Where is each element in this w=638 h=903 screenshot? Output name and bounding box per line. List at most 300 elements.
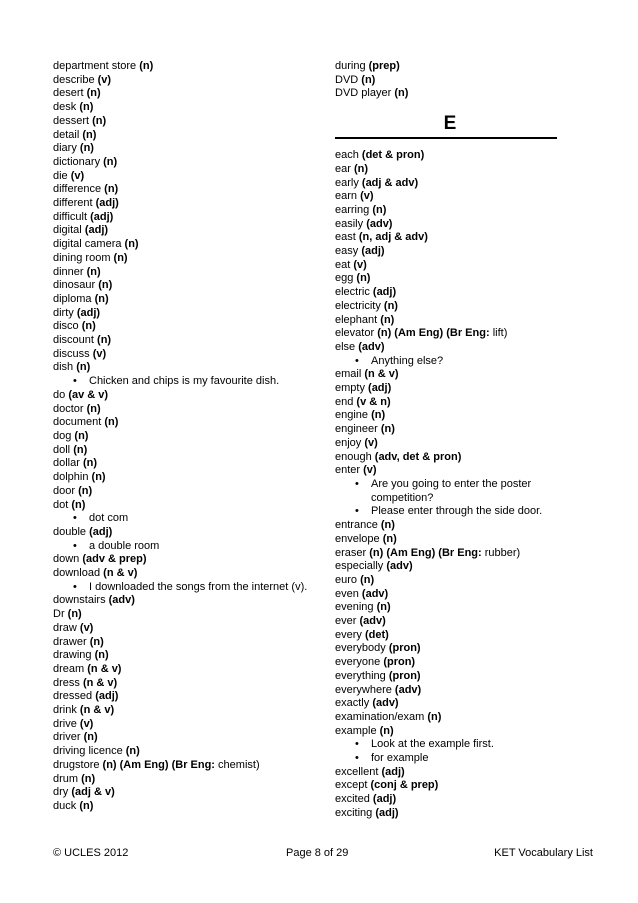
vocab-entry (53, 129, 323, 143)
vocab-entry (335, 190, 557, 204)
entry-word: even (335, 587, 359, 600)
entry-part-of-speech: (n) (78, 484, 93, 497)
entry-word: east (335, 231, 356, 244)
entry-word: eraser (335, 546, 367, 559)
entry-word: discuss (53, 347, 90, 360)
entry-part-of-speech: (n) (71, 498, 86, 511)
entry-word: do (53, 388, 66, 401)
vocab-entry (53, 704, 323, 718)
vocab-entry (53, 403, 323, 417)
entry-word: everywhere (335, 683, 392, 696)
entry-word: DVD player (335, 87, 392, 100)
vocab-entry (53, 718, 323, 732)
entry-word: duck (53, 799, 77, 812)
entry-word: driving licence (53, 745, 123, 758)
vocab-entry (335, 314, 557, 328)
entry-word: downstairs (53, 594, 106, 607)
vocab-entry (53, 444, 323, 458)
entry-word: discount (53, 334, 94, 347)
entry-part-of-speech: (n) (104, 416, 119, 429)
entry-part-of-speech: (v) (360, 190, 374, 203)
entry-part-of-speech: (n) (81, 772, 96, 785)
vocab-entry (335, 300, 557, 314)
entry-word: dressed (53, 690, 93, 703)
entry-part-of-speech: (adv) (358, 340, 385, 353)
entry-part-of-speech: (adj) (89, 525, 113, 538)
entry-word: easily (335, 217, 364, 230)
entry-word: digital (53, 224, 82, 237)
vocab-entry (53, 320, 323, 334)
entry-part-of-speech: (n) (360, 573, 375, 586)
entry-word: everybody (335, 642, 386, 655)
entry-word: engine (335, 409, 369, 422)
vocab-entry (335, 670, 557, 684)
entry-part-of-speech: (adv, det & pron) (374, 450, 462, 463)
footer-copyright: © UCLES 2012 (53, 847, 129, 859)
entry-word: enter (335, 464, 361, 477)
entry-part-of-speech: (n) (94, 292, 109, 305)
entry-word: dirty (53, 306, 74, 319)
entry-part-of-speech: (n) (79, 142, 94, 155)
entry-part-of-speech: (n) (139, 60, 154, 72)
entry-part-of-speech: (n & v) (87, 662, 122, 675)
entry-word: envelope (335, 532, 380, 545)
vocab-entry (53, 389, 323, 403)
vocab-entry (53, 252, 323, 266)
vocab-entry (53, 266, 323, 280)
entry-part-of-speech: (adj) (361, 245, 385, 258)
entry-part-of-speech: (conj & prep) (370, 779, 439, 792)
vocab-entry (335, 574, 557, 588)
entry-word: double (53, 525, 87, 538)
vocab-entry (335, 451, 557, 465)
entry-word: early (335, 176, 359, 189)
entry-part-of-speech: (det & pron) (361, 149, 425, 162)
entry-part-of-speech: (adv) (394, 683, 422, 696)
entry-part-of-speech: (n) (82, 128, 97, 141)
entry-word: elephant (335, 313, 378, 326)
entry-word: Dr (53, 608, 65, 621)
vocab-entry (53, 87, 323, 101)
entry-word: entrance (335, 519, 378, 532)
entry-part-of-speech: (n) (74, 429, 89, 442)
entry-part-of-speech: (n) (79, 101, 94, 114)
example-sentence: • for example (335, 752, 557, 766)
entry-part-of-speech: (pron) (388, 669, 421, 682)
vocab-entry (335, 684, 557, 698)
vocab-entry (53, 649, 323, 663)
entry-part-of-speech: (adj & v) (71, 786, 115, 799)
entry-part-of-speech: (n) (Am Eng) (Br Eng: (369, 546, 482, 559)
entry-part-of-speech: (n) (103, 155, 118, 168)
entry-part-of-speech: (adj) (84, 224, 109, 237)
vocab-entry (53, 156, 323, 170)
example-sentence: • Please enter through the side door. (335, 505, 557, 519)
entry-part-of-speech: (n) (94, 649, 109, 662)
page-footer (53, 847, 593, 861)
entry-word: exactly (335, 697, 370, 710)
entry-word: difficult (53, 210, 88, 223)
vocab-entry (53, 293, 323, 307)
entry-word: driver (53, 731, 81, 744)
vocab-entry (53, 361, 323, 375)
vocab-entry (53, 800, 323, 814)
entry-british-equivalent: lift) (492, 327, 508, 340)
vocab-entry (53, 224, 323, 238)
entry-word: die (53, 169, 68, 182)
entry-part-of-speech: (adv) (366, 217, 393, 230)
entry-word: enjoy (335, 436, 362, 449)
vocab-entry (335, 697, 557, 711)
entry-part-of-speech: (n) (125, 745, 140, 758)
entry-part-of-speech: (n) (380, 519, 395, 532)
entry-part-of-speech: (det) (364, 628, 389, 641)
entry-word: eat (335, 258, 351, 271)
entry-word: drum (53, 772, 79, 785)
entry-word: euro (335, 573, 358, 586)
entry-word: disco (53, 320, 79, 333)
entry-word: every (335, 628, 362, 641)
entry-word: especially (335, 560, 384, 573)
vocab-entry (335, 245, 557, 259)
entry-part-of-speech: (n) (86, 265, 101, 278)
entry-word: describe (53, 73, 95, 86)
entry-part-of-speech: (adj) (375, 806, 399, 819)
entry-word: enough (335, 450, 372, 463)
entry-word: empty (335, 382, 365, 395)
entry-word: earn (335, 190, 358, 203)
section-letter: E (443, 113, 457, 135)
entry-word: drawing (53, 649, 92, 662)
entry-part-of-speech: (n) (92, 114, 107, 127)
entry-word: desk (53, 101, 77, 114)
entry-part-of-speech: (n) (372, 203, 387, 216)
vocab-entry (53, 430, 323, 444)
vocab-entry (53, 759, 323, 773)
entry-part-of-speech: (n) (86, 402, 101, 415)
entry-word: earring (335, 203, 370, 216)
entry-part-of-speech: (n) (380, 423, 395, 436)
vocab-entry (53, 457, 323, 471)
entry-part-of-speech: (n) (97, 334, 112, 347)
vocab-entry (335, 533, 557, 547)
vocab-entry (53, 677, 323, 691)
entry-word: doctor (53, 402, 84, 415)
vocab-entry (335, 793, 557, 807)
vocab-entry (335, 231, 557, 245)
entry-part-of-speech: (adj) (95, 197, 119, 210)
entry-word: dish (53, 361, 74, 374)
entry-part-of-speech: (n) (379, 724, 394, 737)
entry-part-of-speech: (v) (353, 258, 367, 271)
vocab-entry (53, 211, 323, 225)
entry-word: dictionary (53, 155, 101, 168)
footer-title: KET Vocabulary List (494, 847, 593, 859)
entry-word: excellent (335, 765, 379, 778)
vocab-entry (53, 526, 323, 540)
entry-word: dessert (53, 114, 90, 127)
entry-part-of-speech: (n) (Am Eng) (Br Eng: (102, 758, 215, 771)
entry-word: drink (53, 704, 77, 717)
vocab-entry (335, 464, 557, 478)
vocab-entry (335, 423, 557, 437)
vocab-entry (53, 183, 323, 197)
vocab-entry (53, 115, 323, 129)
entry-word: drawer (53, 635, 87, 648)
vocab-entry (53, 608, 323, 622)
vocab-entry (335, 779, 557, 793)
entry-word: ever (335, 615, 357, 628)
entry-part-of-speech: (adj) (381, 765, 405, 778)
entry-word: electric (335, 286, 370, 299)
vocab-entry (53, 416, 323, 430)
entry-word: dinner (53, 265, 84, 278)
vocab-entry (335, 286, 557, 300)
entry-part-of-speech: (n & v) (103, 567, 138, 580)
entry-part-of-speech: (n) (Am Eng) (Br Eng: (377, 327, 490, 340)
entry-part-of-speech: (n) (67, 608, 82, 621)
vocab-entry (335, 341, 557, 355)
entry-part-of-speech: (n) (376, 601, 391, 614)
vocab-entry (335, 519, 557, 533)
entry-word: evening (335, 601, 374, 614)
entry-word: else (335, 340, 356, 353)
entry-word: exciting (335, 806, 373, 819)
vocab-entry (53, 553, 323, 567)
vocab-entry (335, 368, 557, 382)
entry-word: dog (53, 429, 72, 442)
right-column-top (335, 60, 557, 101)
entry-part-of-speech: (v) (363, 464, 377, 477)
example-sentence: • Anything else? (335, 355, 557, 369)
entry-word: dolphin (53, 471, 89, 484)
right-column-entries (335, 149, 557, 820)
vocab-entry (335, 74, 557, 88)
entry-word: dollar (53, 457, 80, 470)
entry-word: electricity (335, 299, 381, 312)
vocab-entry (335, 218, 557, 232)
entry-word: everyone (335, 656, 381, 669)
vocab-entry (53, 60, 323, 74)
entry-part-of-speech: (pron) (388, 642, 421, 655)
vocab-entry (335, 711, 557, 725)
entry-word: detail (53, 128, 80, 141)
entry-part-of-speech: (adv) (372, 697, 399, 710)
vocab-entry (335, 642, 557, 656)
entry-word: example (335, 724, 377, 737)
entry-part-of-speech: (adj) (95, 690, 119, 703)
vocab-entry (53, 731, 323, 745)
entry-part-of-speech: (v) (79, 621, 94, 634)
vocab-entry (335, 272, 557, 286)
vocab-entry (53, 101, 323, 115)
entry-word: easy (335, 245, 359, 258)
vocab-entry (53, 348, 323, 362)
entry-word: elevator (335, 327, 375, 340)
entry-word: down (53, 553, 80, 566)
vocab-entry (335, 807, 557, 821)
vocab-entry (53, 636, 323, 650)
vocab-entry (335, 547, 557, 561)
entry-part-of-speech: (n) (427, 710, 442, 723)
vocab-entry (335, 766, 557, 780)
vocab-entry (53, 567, 323, 581)
vocab-entry (335, 382, 557, 396)
entry-part-of-speech: (n) (82, 457, 98, 470)
entry-part-of-speech: (n) (86, 87, 101, 100)
vocab-entry (53, 74, 323, 88)
vocab-entry (53, 622, 323, 636)
entry-part-of-speech: (v) (79, 717, 94, 730)
entry-part-of-speech: (n) (382, 532, 397, 545)
vocab-entry (335, 259, 557, 273)
entry-british-equivalent: rubber) (484, 546, 521, 559)
entry-word: diploma (53, 292, 92, 305)
entry-word: except (335, 779, 368, 792)
entry-word: each (335, 149, 359, 162)
entry-word: end (335, 395, 354, 408)
vocab-entry (53, 594, 323, 608)
vocab-entry (335, 615, 557, 629)
footer-page-number: Page 8 of 29 (286, 847, 349, 859)
entry-word: dining room (53, 251, 111, 264)
vocab-entry (53, 170, 323, 184)
entry-word: draw (53, 621, 77, 634)
entry-word: difference (53, 183, 102, 196)
entry-part-of-speech: (adv & prep) (82, 553, 147, 566)
vocab-entry (53, 471, 323, 485)
vocab-entry (53, 786, 323, 800)
entry-part-of-speech: (v) (364, 436, 378, 449)
vocab-entry (335, 327, 557, 341)
entry-part-of-speech: (adv) (361, 587, 389, 600)
entry-part-of-speech: (n & v) (82, 676, 118, 689)
entry-part-of-speech: (n) (76, 361, 91, 374)
entry-part-of-speech: (adv) (108, 594, 135, 607)
entry-part-of-speech: (av & v) (68, 388, 109, 401)
entry-word: different (53, 197, 93, 210)
entry-word: during (335, 60, 366, 72)
entry-word: doll (53, 443, 71, 456)
vocab-entry (335, 725, 557, 739)
entry-part-of-speech: (adv) (359, 615, 386, 628)
vocab-entry (335, 629, 557, 643)
vocab-entry (53, 663, 323, 677)
vocab-entry (335, 87, 557, 101)
vocab-entry (335, 149, 557, 163)
entry-part-of-speech: (n) (89, 635, 104, 648)
example-sentence: • I downloaded the songs from the internet (v). (53, 581, 323, 595)
vocab-entry (53, 307, 323, 321)
entry-part-of-speech: (v & n) (356, 395, 391, 408)
entry-word: drive (53, 717, 77, 730)
entry-british-equivalent: chemist) (218, 758, 260, 771)
entry-word: dry (53, 786, 69, 799)
entry-part-of-speech: (n, adj & adv) (358, 231, 428, 244)
entry-word: examination/exam (335, 710, 425, 723)
entry-part-of-speech: (n) (98, 279, 113, 292)
entry-part-of-speech: (n) (83, 731, 98, 744)
entry-part-of-speech: (adj) (368, 382, 392, 395)
entry-part-of-speech: (n) (104, 183, 119, 196)
vocab-entry (53, 773, 323, 787)
entry-word: drugstore (53, 758, 100, 771)
entry-word: desert (53, 87, 84, 100)
vocab-entry (53, 690, 323, 704)
entry-word: digital camera (53, 238, 122, 251)
entry-part-of-speech: (v) (70, 169, 85, 182)
entry-part-of-speech: (n) (73, 443, 88, 456)
entry-part-of-speech: (n) (91, 471, 106, 484)
entry-word: egg (335, 272, 354, 285)
entry-word: dream (53, 662, 85, 675)
entry-part-of-speech: (n) (380, 313, 395, 326)
vocab-entry (335, 588, 557, 602)
entry-part-of-speech: (n) (394, 87, 409, 100)
entry-word: download (53, 567, 101, 580)
vocab-entry (53, 197, 323, 211)
vocab-entry (335, 409, 557, 423)
entry-word: document (53, 416, 102, 429)
entry-part-of-speech: (adj & adv) (361, 176, 419, 189)
vocab-entry (53, 334, 323, 348)
entry-part-of-speech: (v) (97, 73, 112, 86)
vocab-entry (335, 560, 557, 574)
entry-word: everything (335, 669, 386, 682)
vocab-entry (53, 279, 323, 293)
example-sentence: • dot com (53, 512, 323, 526)
entry-word: email (335, 368, 362, 381)
entry-word: ear (335, 162, 351, 175)
entry-part-of-speech: (n & v) (79, 704, 115, 717)
vocab-entry (335, 601, 557, 615)
entry-word: engineer (335, 423, 378, 436)
entry-part-of-speech: (prep) (368, 60, 400, 72)
entry-word: dot (53, 498, 69, 511)
entry-part-of-speech: (n) (371, 409, 386, 422)
vocab-entry (335, 60, 557, 74)
entry-word: diary (53, 142, 77, 155)
entry-word: excited (335, 793, 370, 806)
vocab-entry (335, 204, 557, 218)
example-sentence: • Are you going to enter the poster competition? (335, 478, 557, 505)
entry-part-of-speech: (adv) (386, 560, 413, 573)
vocab-entry (53, 745, 323, 759)
right-column (335, 60, 557, 821)
vocab-entry (335, 437, 557, 451)
example-sentence: • Look at the example first. (335, 738, 557, 752)
example-sentence: • Chicken and chips is my favourite dish. (53, 375, 323, 389)
entry-part-of-speech: (n & v) (364, 368, 399, 381)
vocab-entry (335, 656, 557, 670)
vocab-entry (335, 396, 557, 410)
entry-word: door (53, 484, 76, 497)
entry-part-of-speech: (v) (92, 347, 107, 360)
entry-part-of-speech: (pron) (383, 656, 416, 669)
entry-part-of-speech: (n) (353, 162, 369, 175)
left-column (53, 60, 323, 814)
entry-part-of-speech: (n) (356, 272, 371, 285)
entry-part-of-speech: (n) (113, 251, 128, 264)
entry-part-of-speech: (adj) (372, 286, 397, 299)
entry-part-of-speech: (n) (361, 73, 376, 86)
entry-part-of-speech: (n) (79, 799, 94, 812)
entry-part-of-speech: (adj) (90, 210, 114, 223)
entry-word: DVD (335, 73, 359, 86)
vocab-entry (53, 485, 323, 499)
vocab-entry (53, 238, 323, 252)
entry-word: department store (53, 60, 137, 72)
